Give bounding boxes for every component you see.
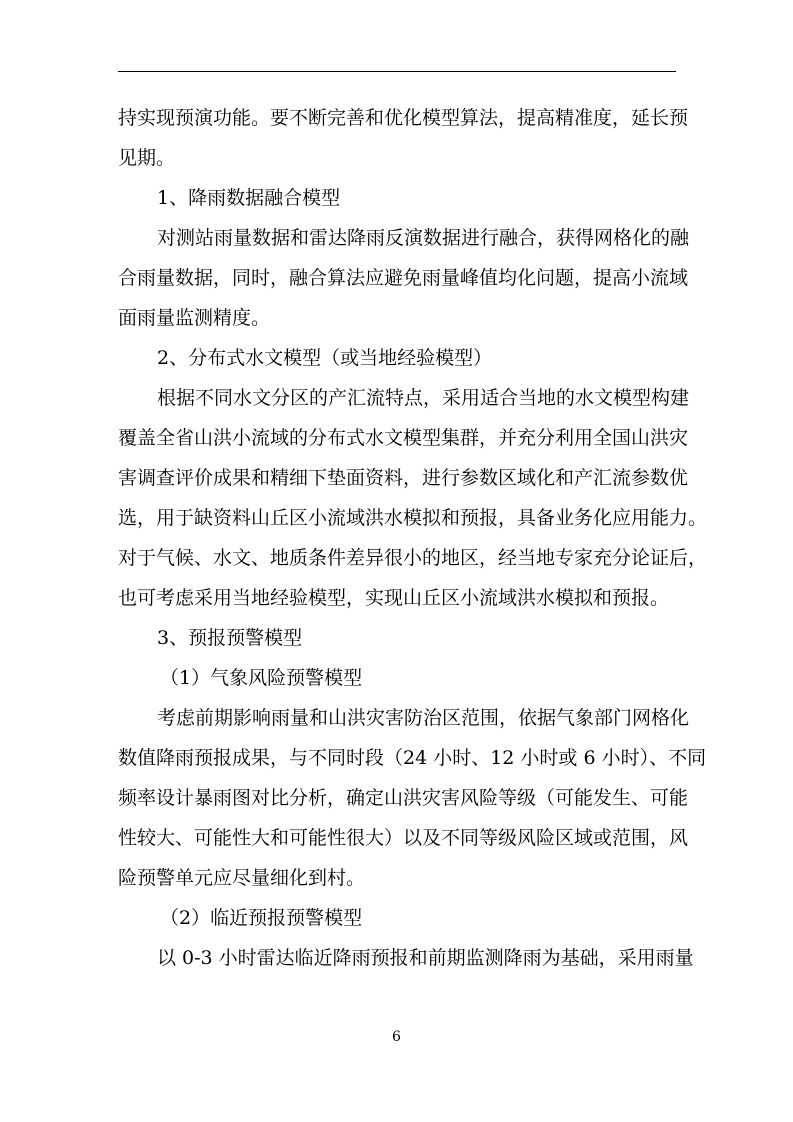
paragraph-line: 根据不同水文分区的产汇流特点，采用适合当地的水文模型构建 [157, 387, 690, 409]
paragraph-line: 险预警单元应尽量细化到村。 [118, 867, 366, 889]
paragraph-line: 对测站雨量数据和雷达降雨反演数据进行融合，获得网格化的融 [157, 227, 690, 249]
paragraph-line: 频率设计暴雨图对比分析，确定山洪灾害风险等级（可能发生、可能 [118, 787, 689, 809]
paragraph-line: 性较大、可能性大和可能性很大）以及不同等级风险区域或范围，风 [118, 827, 689, 849]
paragraph-line: 数值降雨预报成果，与不同时段（24 小时、12 小时或 6 小时）、不同 [118, 747, 707, 769]
paragraph-line: 考虑前期影响雨量和山洪灾害防治区范围，依据气象部门网格化 [157, 707, 690, 729]
subsection-heading-1: （1）气象风险预警模型 [160, 667, 363, 689]
paragraph-line: 害调查评价成果和精细下垫面资料，进行参数区域化和产汇流参数优 [118, 467, 689, 489]
subsection-heading-2: （2）临近预报预警模型 [160, 907, 363, 929]
paragraph-line: 面雨量监测精度。 [118, 307, 271, 329]
header-rule [118, 71, 676, 72]
paragraph-line: 以 0-3 小时雷达临近降雨预报和前期监测降雨为基础，采用雨量 [157, 947, 694, 969]
section-heading-3: 3、预报预警模型 [157, 627, 303, 649]
page-number: 6 [392, 1029, 401, 1045]
paragraph-line: 见期。 [118, 147, 176, 169]
section-heading-2: 2、分布式水文模型（或当地经验模型） [157, 347, 493, 369]
paragraph-line: 覆盖全省山洪小流域的分布式水文模型集群，并充分利用全国山洪灾 [118, 427, 689, 449]
paragraph-line: 对于气候、水文、地质条件差异很小的地区，经当地专家充分论证后， [118, 547, 708, 569]
paragraph-line: 持实现预演功能。要不断完善和优化模型算法，提高精准度，延长预 [118, 107, 689, 129]
paragraph-line: 选，用于缺资料山丘区小流域洪水模拟和预报，具备业务化应用能力。 [118, 507, 708, 529]
paragraph-line: 合雨量数据，同时，融合算法应避免雨量峰值均化问题，提高小流域 [118, 267, 689, 289]
paragraph-line: 也可考虑采用当地经验模型，实现山丘区小流域洪水模拟和预报。 [118, 587, 670, 609]
section-heading-1: 1、降雨数据融合模型 [157, 187, 341, 209]
